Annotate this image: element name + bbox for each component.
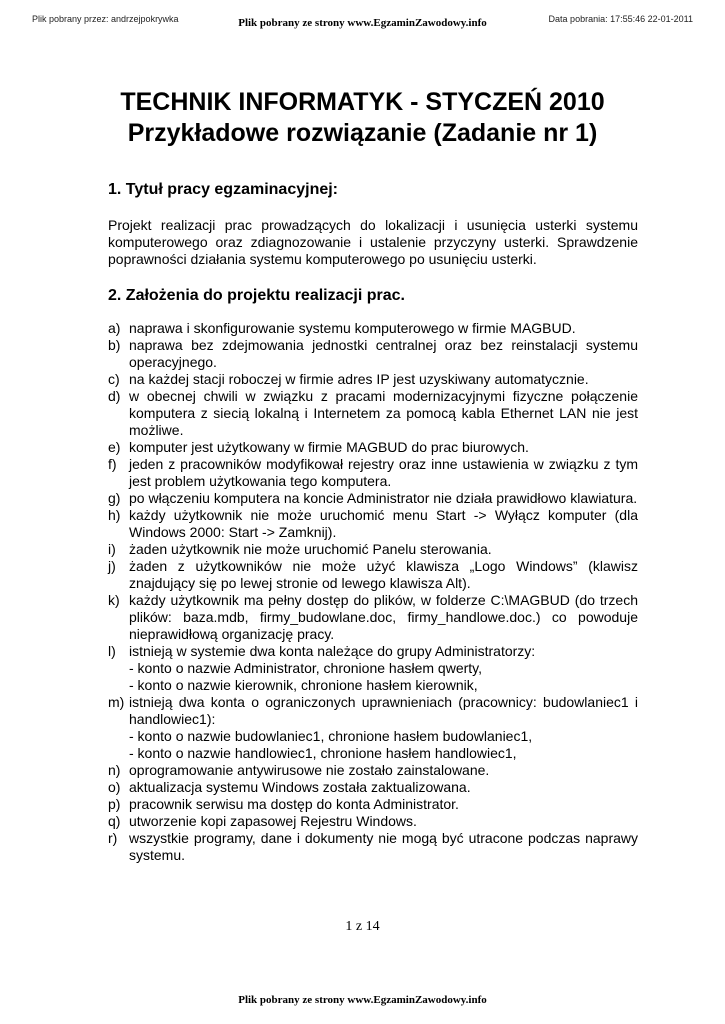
list-item-body (129, 643, 638, 694)
list-item (108, 320, 638, 337)
section-1-heading: 1. Tytuł pracy egzaminacyjnej: (108, 181, 339, 198)
list-item-body (129, 762, 638, 779)
list-item-text: po włączeniu komputera na koncie Administrator nie działa prawidłowo klawiatura. (129, 490, 638, 506)
list-item-text: żaden z użytkowników nie może użyć klawisza „Logo Windows” (klawisz znajdujący się po lewej stronie od lewego klawisza Alt). (129, 558, 638, 591)
list-sub-item: - konto o nazwie budowlaniec1, chronione hasłem budowlaniec1, (129, 728, 533, 744)
list-item-body (129, 779, 638, 796)
list-item (108, 337, 638, 371)
page-number: 1 z 14 (345, 919, 380, 934)
list-item-text: naprawa i skonfigurowanie systemu komputerowego w firmie MAGBUD. (129, 320, 576, 336)
assumptions-list (108, 320, 638, 864)
list-item-body (129, 830, 638, 864)
list-item (108, 813, 638, 830)
list-item-text: w obecnej chwili w związku z pracami modernizacyjnymi fizyczne połączenie komputera z siecią lokalną i Internetem za pomocą kabla Ethernet LAN nie jest możliwe. (129, 388, 638, 438)
list-item-body (129, 694, 638, 762)
list-item-text: istnieją w systemie dwa konta należące do grupy Administratorzy: (129, 643, 536, 659)
list-item-body (129, 507, 638, 541)
list-item (108, 558, 638, 592)
list-item-body (129, 456, 638, 490)
section-1-text: Projekt realizacji prac prowadzących do lokalizacji i usunięcia usterki systemu komputerowego oraz zdiagnozowanie i ustalenie przyczyny usterki. Sprawdzenie poprawności działania systemu komputerowego po usunięciu usterki. (108, 217, 638, 267)
list-marker: f) (108, 456, 117, 472)
header-download-date: Data pobrania: 17:55:46 22-01-2011 (548, 14, 693, 24)
list-marker: o) (108, 779, 121, 795)
list-marker: e) (108, 439, 121, 455)
title-line-1: TECHNIK INFORMATYK - STYCZEŃ 2010 (120, 88, 605, 116)
list-item-body (129, 490, 638, 507)
list-marker: d) (108, 388, 121, 404)
header-source: Plik pobrany ze strony www.EgzaminZawodowy.info (238, 17, 487, 29)
list-item (108, 507, 638, 541)
list-item-text: żaden użytkownik nie może uruchomić Panelu sterowania. (129, 541, 492, 557)
list-sub-item: - konto o nazwie Administrator, chronione hasłem qwerty, (129, 660, 483, 676)
list-item (108, 490, 638, 507)
list-item-text: każdy użytkownik ma pełny dostęp do plików, w folderze C:\MAGBUD (do trzech plików: baza.mdb, firmy_budowlane.doc, firmy_handlowe.doc.) co powoduje nieprawidłową organizację pracy. (129, 592, 638, 642)
list-item-text: istnieją dwa konta o ograniczonych uprawnieniach (pracownicy: budowlaniec1 i handlowiec1): (129, 694, 638, 727)
header-downloaded-by: Plik pobrany przez: andrzejpokrywka (32, 14, 179, 24)
list-item-body (129, 371, 638, 388)
list-item-body (129, 592, 638, 643)
list-marker: k) (108, 592, 120, 608)
list-item-body (129, 320, 638, 337)
list-item (108, 456, 638, 490)
list-marker: n) (108, 762, 121, 778)
list-item (108, 592, 638, 643)
list-item-text: na każdej stacji roboczej w firmie adres IP jest uzyskiwany automatycznie. (129, 371, 589, 387)
list-marker: m) (108, 694, 125, 710)
list-item-text: komputer jest użytkowany w firmie MAGBUD do prac biurowych. (129, 439, 529, 455)
footer-source: Plik pobrany ze strony www.EgzaminZawodowy.info (238, 994, 487, 1006)
list-item-text: utworzenie kopi zapasowej Rejestru Windows. (129, 813, 417, 829)
list-item-body (129, 558, 638, 592)
list-item (108, 830, 638, 864)
list-marker: i) (108, 541, 116, 557)
list-sub-item: - konto o nazwie kierownik, chronione hasłem kierownik, (129, 677, 478, 693)
list-item-text: każdy użytkownik nie może uruchomić menu Start -> Wyłącz komputer (dla Windows 2000: Start -> Zamknij). (129, 507, 638, 540)
list-item (108, 779, 638, 796)
list-item-text: aktualizacja systemu Windows została zaktualizowana. (129, 779, 471, 795)
list-marker: j) (108, 558, 116, 574)
document-title (0, 87, 725, 149)
list-item (108, 439, 638, 456)
list-item (108, 388, 638, 439)
list-item-body (129, 813, 638, 830)
list-item-body (129, 439, 638, 456)
list-sub-item: - konto o nazwie handlowiec1, chronione hasłem handlowiec1, (129, 745, 517, 761)
list-item-text: jeden z pracowników modyfikował rejestry oraz inne ustawienia w związku z tym jest problem użytkowania tego komputera. (129, 456, 638, 489)
list-marker: a) (108, 320, 121, 336)
list-item-body (129, 388, 638, 439)
list-marker: b) (108, 337, 121, 353)
list-item (108, 371, 638, 388)
list-item (108, 694, 638, 762)
list-marker: h) (108, 507, 121, 523)
list-item-text: naprawa bez zdejmowania jednostki centralnej oraz bez reinstalacji systemu operacyjnego. (129, 337, 638, 370)
list-marker: c) (108, 371, 120, 387)
list-item-text: wszystkie programy, dane i dokumenty nie mogą być utracone podczas naprawy systemu. (129, 830, 638, 863)
list-item (108, 541, 638, 558)
list-marker: p) (108, 796, 121, 812)
title-line-2: Przykładowe rozwiązanie (Zadanie nr 1) (127, 119, 598, 147)
list-item (108, 643, 638, 694)
section-2-heading: 2. Założenia do projektu realizacji prac. (108, 287, 405, 304)
list-item-body (129, 796, 638, 813)
list-item (108, 796, 638, 813)
list-marker: q) (108, 813, 121, 829)
list-marker: g) (108, 490, 121, 506)
list-item-text: pracownik serwisu ma dostęp do konta Administrator. (129, 796, 459, 812)
list-item-body (129, 337, 638, 371)
list-item-text: oprogramowanie antywirusowe nie zostało zainstalowane. (129, 762, 490, 778)
list-item (108, 762, 638, 779)
list-marker: l) (108, 643, 116, 659)
list-marker: r) (108, 830, 118, 846)
list-item-body (129, 541, 638, 558)
